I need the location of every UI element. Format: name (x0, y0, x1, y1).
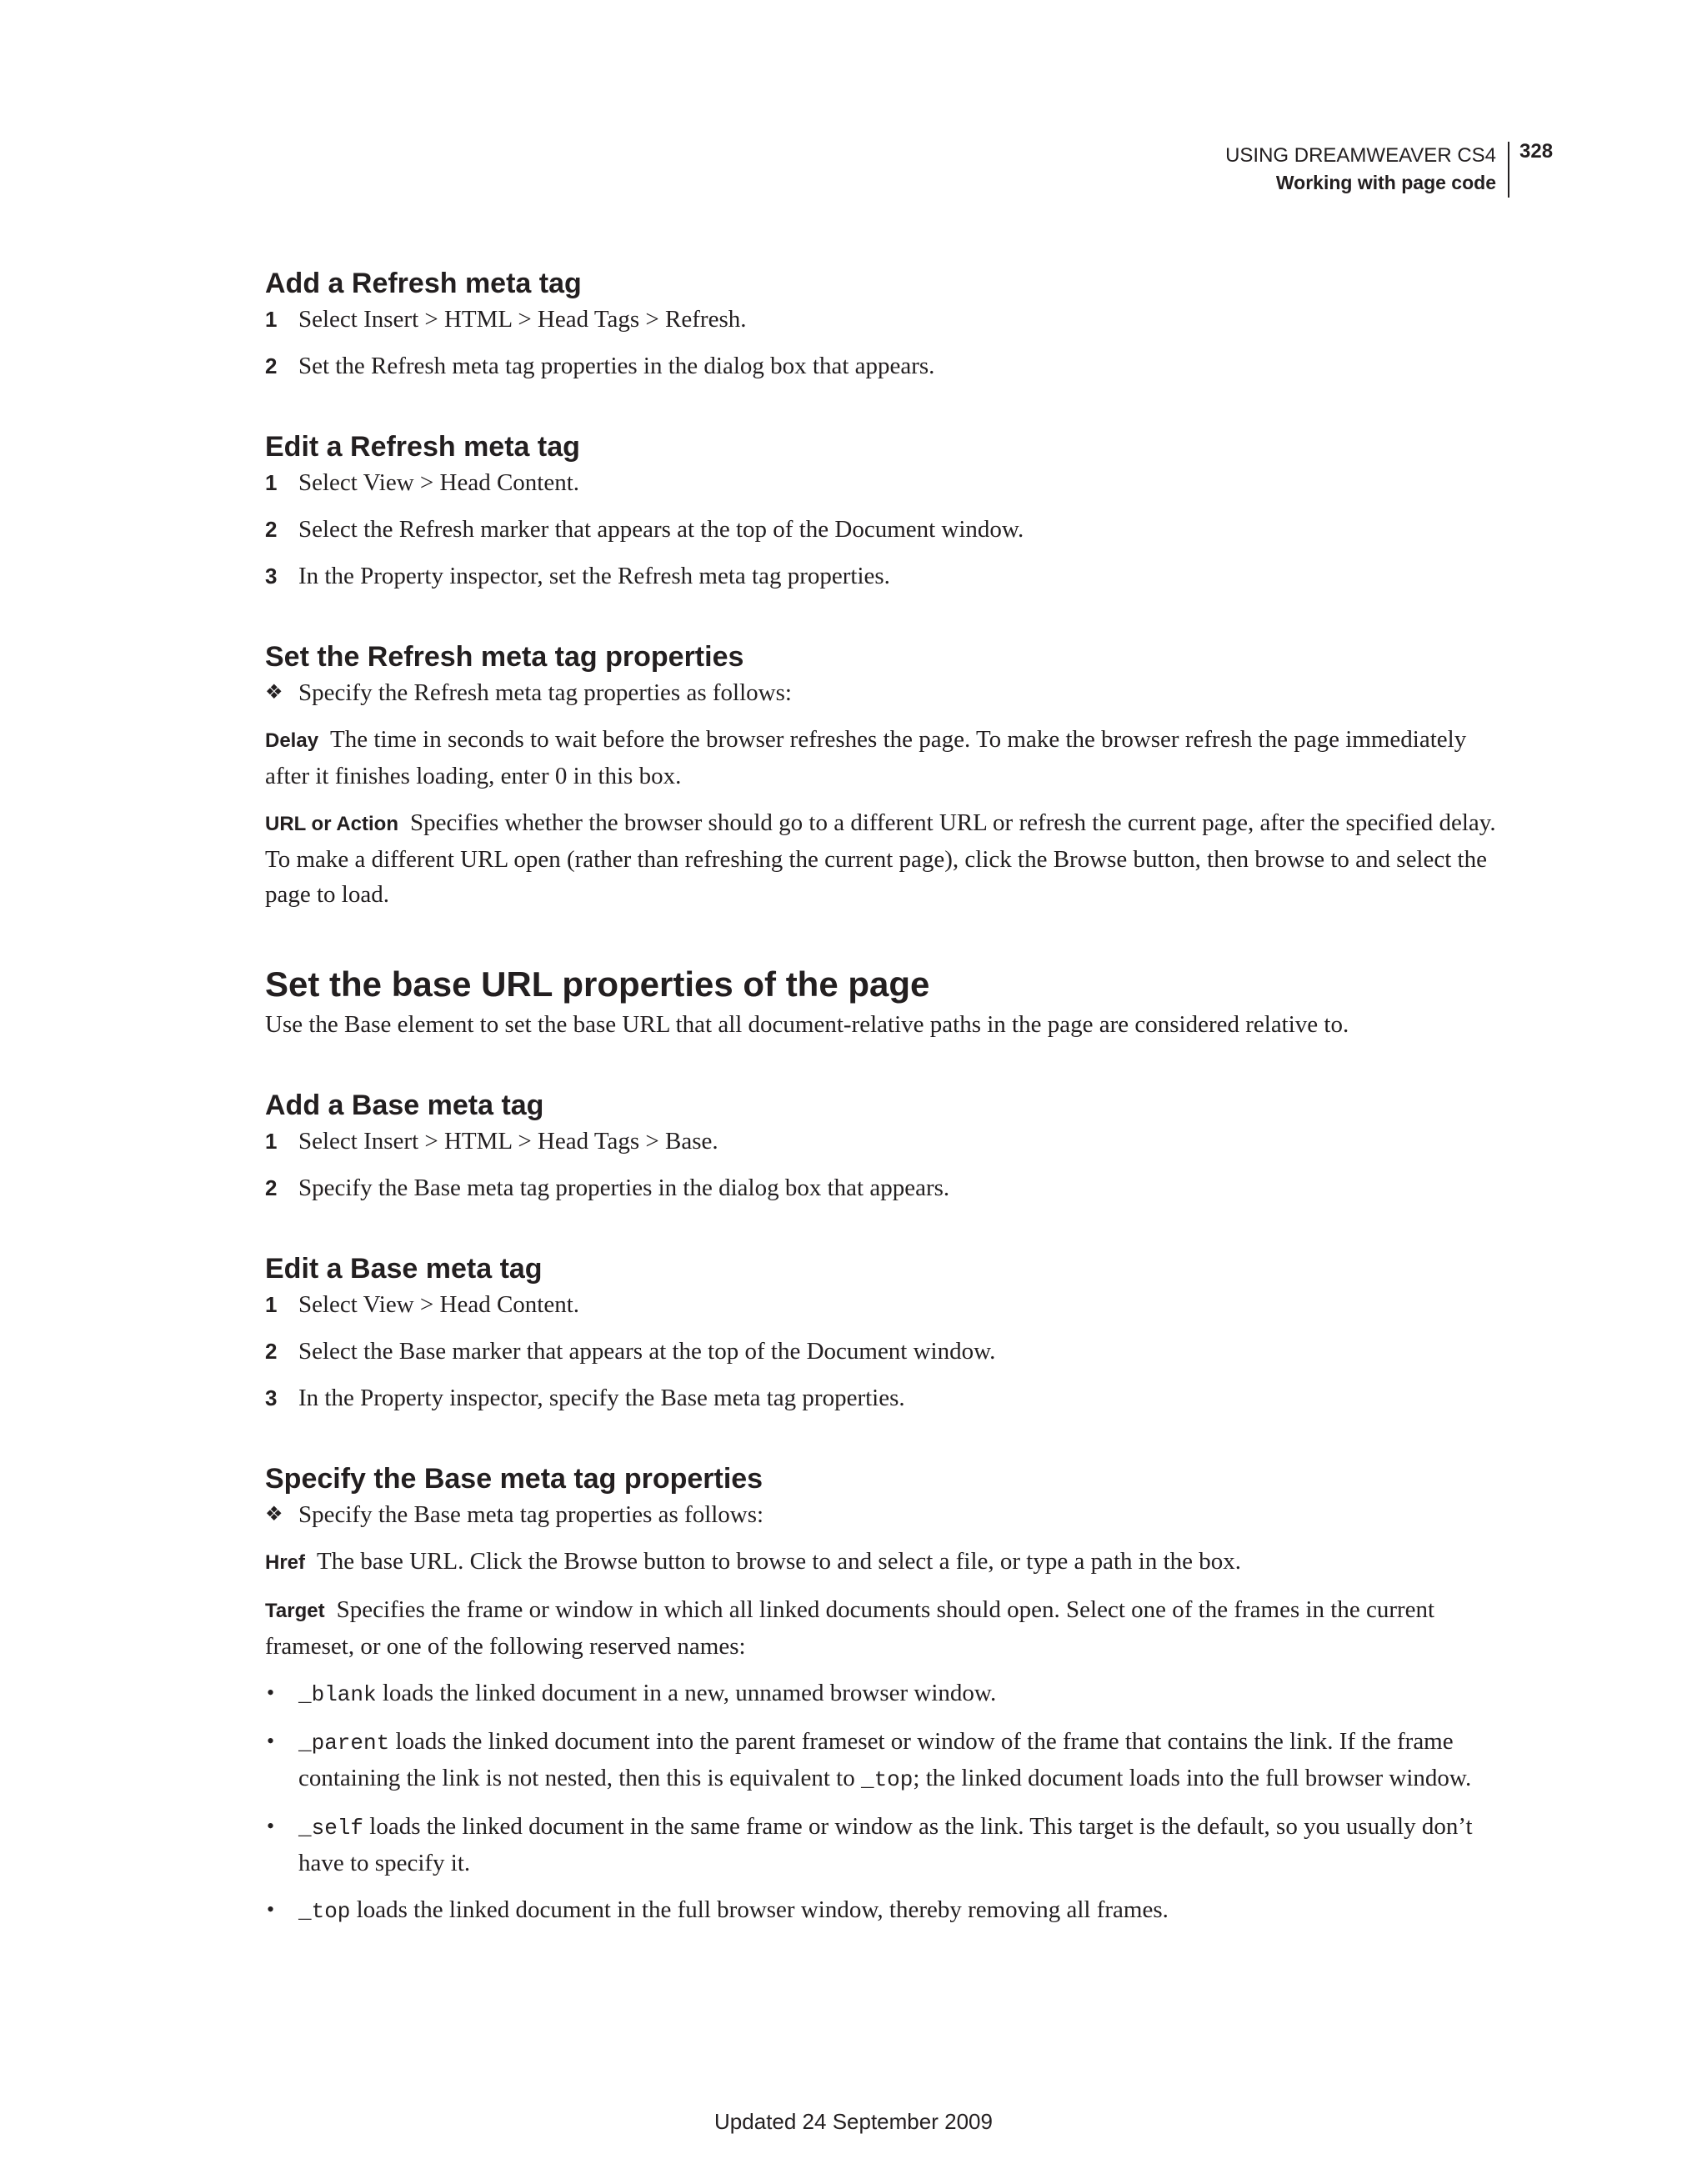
section-intro: Use the Base element to set the base URL that all document-relative paths in the page are considered relative to. (265, 1011, 1349, 1038)
definition-term: Delay (265, 729, 319, 752)
target-text: loads the linked document into the parent frameset or window of the frame that contains the link. If the frame containing the link is not nested, then this is equivalent to (298, 1728, 1454, 1791)
definition (265, 805, 1499, 912)
definition (265, 722, 1499, 794)
target-code: _top (860, 1767, 914, 1792)
list-item (265, 1724, 1499, 1797)
step-text: In the Property inspector, set the Refresh meta tag properties. (298, 563, 890, 589)
bullet-dot-icon: • (267, 1729, 275, 1753)
step (265, 1124, 1499, 1159)
diamond-bullet-icon: ❖ (265, 1504, 283, 1525)
procedure-intro (265, 675, 1499, 710)
target-text: loads the linked document in the full browser window, thereby removing all frames. (350, 1896, 1169, 1923)
step-number: 3 (265, 564, 278, 589)
step-number: 2 (265, 517, 278, 542)
definition (265, 1592, 1499, 1664)
step (265, 559, 1499, 594)
step (265, 302, 1499, 337)
definition-text: The time in seconds to wait before the browser refreshes the page. To make the browser refresh the page immediately after it finishes loading, enter 0 in this box. (265, 726, 1467, 789)
target-code: _parent (298, 1731, 390, 1756)
heading-base-props: Specify the Base meta tag properties (265, 1463, 763, 1495)
bullet-dot-icon: • (267, 1897, 275, 1921)
page-number: 328 (1519, 140, 1554, 163)
step-text: In the Property inspector, specify the Base meta tag properties. (298, 1385, 905, 1411)
intro-text: Specify the Refresh meta tag properties as follows: (298, 679, 792, 706)
step-text: Select the Base marker that appears at the top of the Document window. (298, 1338, 996, 1365)
bullet-dot-icon: • (267, 1814, 275, 1838)
target-code: _top (298, 1899, 351, 1924)
step (265, 1380, 1499, 1415)
definition-text: Specifies whether the browser should go to a different URL or refresh the current page, after the specified delay. To make a different URL open (rather than refreshing the current page), click the Browse button, then browse to and select the page to load. (265, 809, 1496, 908)
target-text: loads the linked document in a new, unnamed browser window. (376, 1680, 997, 1706)
target-text: loads the linked document in the same frame or window as the link. This target is the default, so you usually don’t have to specify it. (298, 1813, 1473, 1876)
heading-base-url: Set the base URL properties of the page (265, 964, 930, 1004)
bullet-dot-icon: • (267, 1681, 275, 1705)
definition-term: Href (265, 1551, 306, 1574)
step (265, 348, 1499, 383)
definition (265, 1544, 1499, 1580)
target-text: ; the linked document loads into the full browser window. (913, 1765, 1472, 1791)
definition-text: Specifies the frame or window in which all linked documents should open. Select one of the frames in the current frameset, or one of the following reserved names: (265, 1596, 1435, 1660)
heading-add-base: Add a Base meta tag (265, 1089, 544, 1121)
diamond-bullet-icon: ❖ (265, 682, 283, 704)
step-text: Set the Refresh meta tag properties in the dialog box that appears. (298, 353, 935, 379)
step-number: 2 (265, 1175, 278, 1200)
definition-term: Target (265, 1600, 325, 1622)
step (265, 1287, 1499, 1322)
step (265, 512, 1499, 547)
heading-add-refresh: Add a Refresh meta tag (265, 268, 582, 299)
step-text: Select View > Head Content. (298, 469, 580, 496)
step-text: Select Insert > HTML > Head Tags > Base. (298, 1128, 718, 1155)
list-item (265, 1892, 1499, 1929)
step (265, 465, 1499, 500)
step (265, 1170, 1499, 1205)
step-number: 2 (265, 353, 278, 378)
step-number: 2 (265, 1339, 278, 1364)
list-item (265, 1676, 1499, 1712)
list-item (265, 1809, 1499, 1881)
intro-text: Specify the Base meta tag properties as follows: (298, 1501, 764, 1528)
step (265, 1334, 1499, 1369)
step-number: 1 (265, 1129, 278, 1154)
heading-edit-refresh: Edit a Refresh meta tag (265, 431, 580, 463)
step-number: 3 (265, 1385, 278, 1410)
step-number: 1 (265, 307, 278, 332)
chapter-title: Working with page code (1275, 172, 1496, 193)
procedure-intro (265, 1497, 1499, 1532)
step-text: Select View > Head Content. (298, 1291, 580, 1318)
footer-updated: Updated 24 September 2009 (714, 2109, 993, 2134)
page-content (265, 265, 1499, 1929)
heading-edit-base: Edit a Base meta tag (265, 1253, 543, 1285)
target-code: _blank (298, 1682, 377, 1707)
definition-text: The base URL. Click the Browse button to browse to and select a file, or type a path in the box. (317, 1548, 1241, 1575)
running-head (1225, 142, 1509, 198)
step-text: Select Insert > HTML > Head Tags > Refresh. (298, 306, 747, 333)
book-title: USING DREAMWEAVER CS4 (1225, 144, 1496, 167)
step-number: 1 (265, 1292, 278, 1317)
target-code: _self (298, 1816, 364, 1841)
step-number: 1 (265, 470, 278, 495)
heading-set-refresh-props: Set the Refresh meta tag properties (265, 641, 744, 673)
definition-term: URL or Action (265, 813, 398, 835)
step-text: Select the Refresh marker that appears at the top of the Document window. (298, 516, 1024, 543)
step-text: Specify the Base meta tag properties in the dialog box that appears. (298, 1175, 950, 1201)
